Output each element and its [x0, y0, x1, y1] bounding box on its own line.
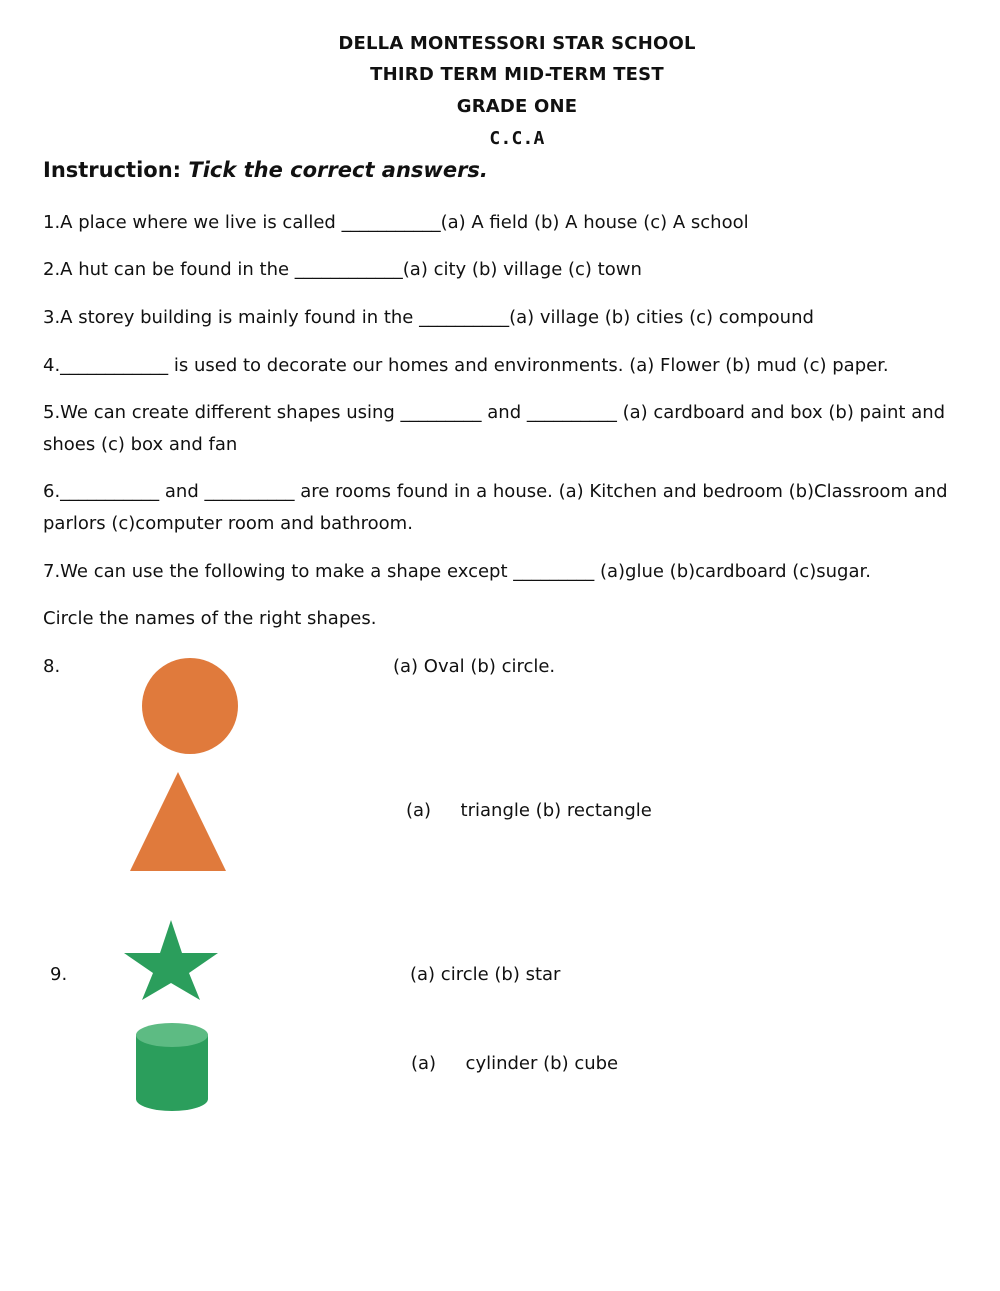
- cylinder-options: [411, 1053, 618, 1074]
- circle-fill: [142, 658, 238, 754]
- circle-shape: [141, 657, 239, 755]
- question-8-options: (a) Oval (b) circle.: [393, 656, 556, 677]
- question-4: 4.____________ is used to decorate our homes and environments. (a) Flower (b) mud (c) paper.: [43, 355, 889, 376]
- question-2: 2.A hut can be found in the ____________(a) city (b) village (c) town: [43, 259, 642, 280]
- question-9-options: (a) circle (b) star: [410, 964, 561, 985]
- cylinder-top: [136, 1023, 208, 1047]
- question-8-number: 8.: [43, 656, 61, 677]
- grade-label: GRADE ONE: [456, 96, 578, 117]
- question-5: 5.We can create different shapes using _________ and __________ (a) cardboard and box (b) paint and shoes (c) box and fan: [43, 402, 946, 455]
- cylinder-option-a: (a): [411, 1053, 437, 1074]
- triangle-option-a: (a): [406, 800, 432, 821]
- triangle-fill: [130, 772, 226, 871]
- circle-instruction: Circle the names of the right shapes.: [43, 608, 377, 629]
- school-name: DELLA MONTESSORI STAR SCHOOL: [338, 33, 696, 54]
- question-9-number: 9.: [50, 964, 68, 985]
- instruction-text: Tick the correct answers.: [188, 158, 488, 182]
- instruction: [43, 158, 488, 182]
- triangle-options: [406, 800, 652, 821]
- star-shape: [123, 919, 219, 1001]
- question-3: 3.A storey building is mainly found in the __________(a) village (b) cities (c) compound: [43, 307, 814, 328]
- test-title: THIRD TERM MID-TERM TEST: [370, 64, 664, 85]
- triangle-shape: [128, 770, 228, 872]
- triangle-option-rest: triangle (b) rectangle: [460, 800, 652, 821]
- cylinder-option-rest: cylinder (b) cube: [465, 1053, 619, 1074]
- question-1: 1.A place where we live is called ___________(a) A field (b) A house (c) A school: [43, 212, 749, 233]
- subject-label: C.C.A: [489, 128, 545, 149]
- question-7: 7.We can use the following to make a shape except _________ (a)glue (b)cardboard (c)sugar.: [43, 561, 871, 582]
- question-6: 6.___________ and __________ are rooms found in a house. (a) Kitchen and bedroom (b)Classroom and parlors (c)computer room and bathroom.: [43, 481, 948, 534]
- cylinder-shape: [134, 1021, 210, 1113]
- star-fill: [124, 920, 218, 1000]
- instruction-label: Instruction:: [43, 158, 182, 182]
